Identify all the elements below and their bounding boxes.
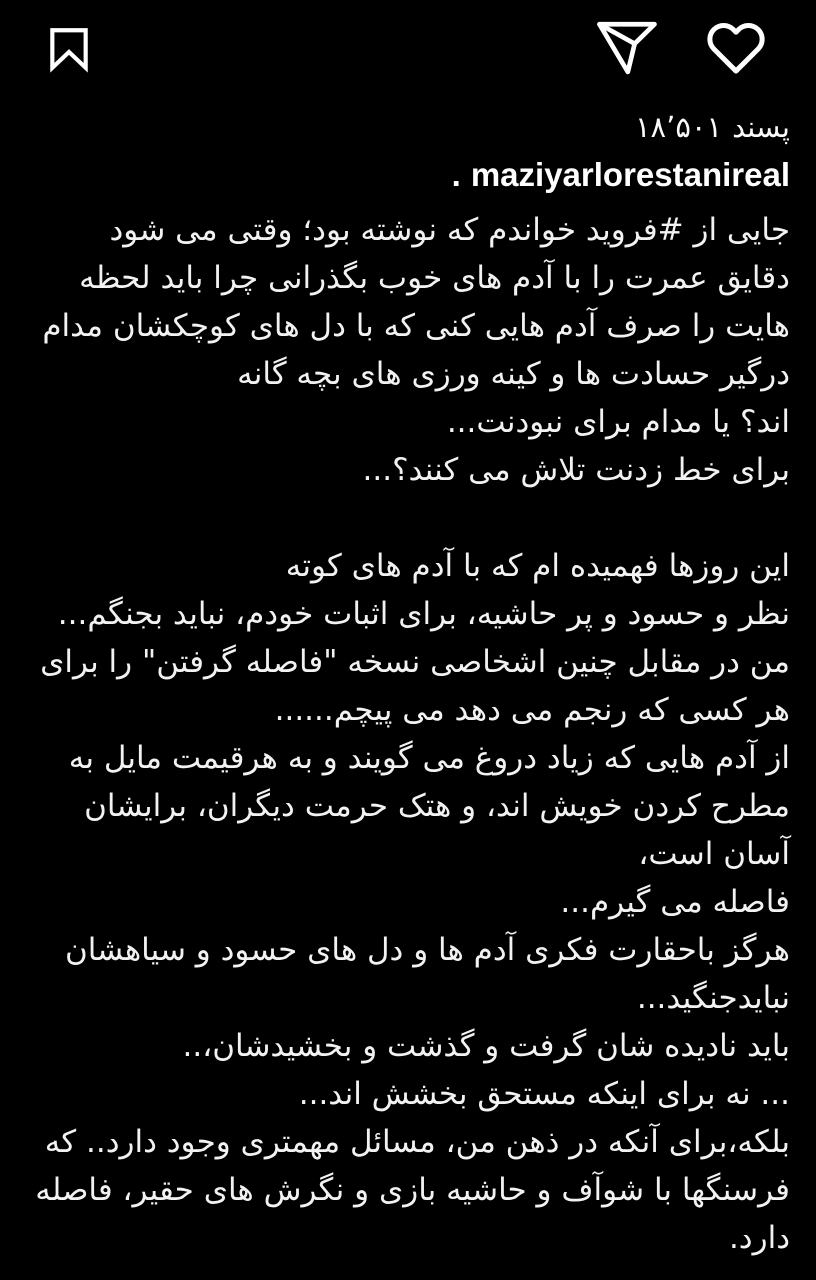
caption-line: باید نادیده شان گرفت و گذشت و بخشیدشان،.. <box>182 1028 790 1064</box>
caption-line: اند؟ یا مدام برای نبودنت... <box>446 404 790 440</box>
caption-line: از آدم هایی که زیاد دروغ می گویند و به هرقیمت مایل به <box>68 740 790 776</box>
caption-text <box>26 206 790 1262</box>
bookmark-icon <box>44 21 94 77</box>
caption-line: فاصله می گیرم... <box>560 884 790 920</box>
caption-line: این روزها فهمیده ام که با آدم های کوته <box>285 548 790 584</box>
caption-line: جایی از #فروید خواندم که نوشته بود؛ وقتی می شود <box>109 212 790 248</box>
caption-blank-line <box>26 494 790 542</box>
caption-line: آسان است، <box>638 836 790 872</box>
caption-line: نظر و حسود و پر حاشیه، برای اثبات خودم، نباید بجنگم... <box>57 596 790 632</box>
likes-label: پسند <box>732 110 790 144</box>
share-button[interactable] <box>594 16 660 82</box>
caption-line: هرگز باحقارت فکری آدم ها و دل های حسود و سیاهشان <box>64 932 790 968</box>
heart-icon <box>704 18 768 78</box>
caption-line: برای خط زدنت تلاش می کنند؟... <box>362 452 790 488</box>
save-button[interactable] <box>44 21 94 77</box>
caption-line: بلکه،برای آنکه در ذهن من، مسائل مهمتری وجود دارد.. که <box>44 1124 790 1160</box>
like-button[interactable] <box>704 18 768 78</box>
post-action-bar <box>0 0 816 100</box>
caption-line: من در مقابل چنین اشخاصی نسخه "فاصله گرفتن" را برای <box>40 644 790 680</box>
post-content <box>26 106 790 1262</box>
caption-line: نبایدجنگید... <box>636 980 790 1016</box>
caption-line: فرسنگها با شوآف و حاشیه بازی و نگرش های حقیر، فاصله <box>35 1172 790 1208</box>
username-row[interactable] <box>26 152 790 198</box>
likes-count-row[interactable] <box>26 106 790 148</box>
likes-count[interactable]: ۱۸’۵۰۱ <box>634 110 723 144</box>
caption-line: درگیر حسادت ها و کینه ورزی های بچه گانه <box>237 356 790 392</box>
caption-line: دقایق عمرت را با آدم های خوب بگذرانی چرا باید لحظه <box>79 260 790 296</box>
caption-line: دارد. <box>728 1220 790 1256</box>
caption-dot: . <box>451 156 461 193</box>
paper-plane-icon <box>594 16 660 82</box>
caption-line: هایت را صرف آدم هایی کنی که با دل های کوچکشان مدام <box>42 308 790 344</box>
caption-line: هر کسی که رنجم می دهد می پیچم...... <box>274 692 790 728</box>
username-link[interactable]: maziyarlorestanireal <box>470 156 790 193</box>
caption-line: مطرح کردن خویش اند، و هتک حرمت دیگران، برایشان <box>84 788 790 824</box>
caption-line: ... نه برای اینکه مستحق بخشش اند... <box>298 1076 790 1112</box>
